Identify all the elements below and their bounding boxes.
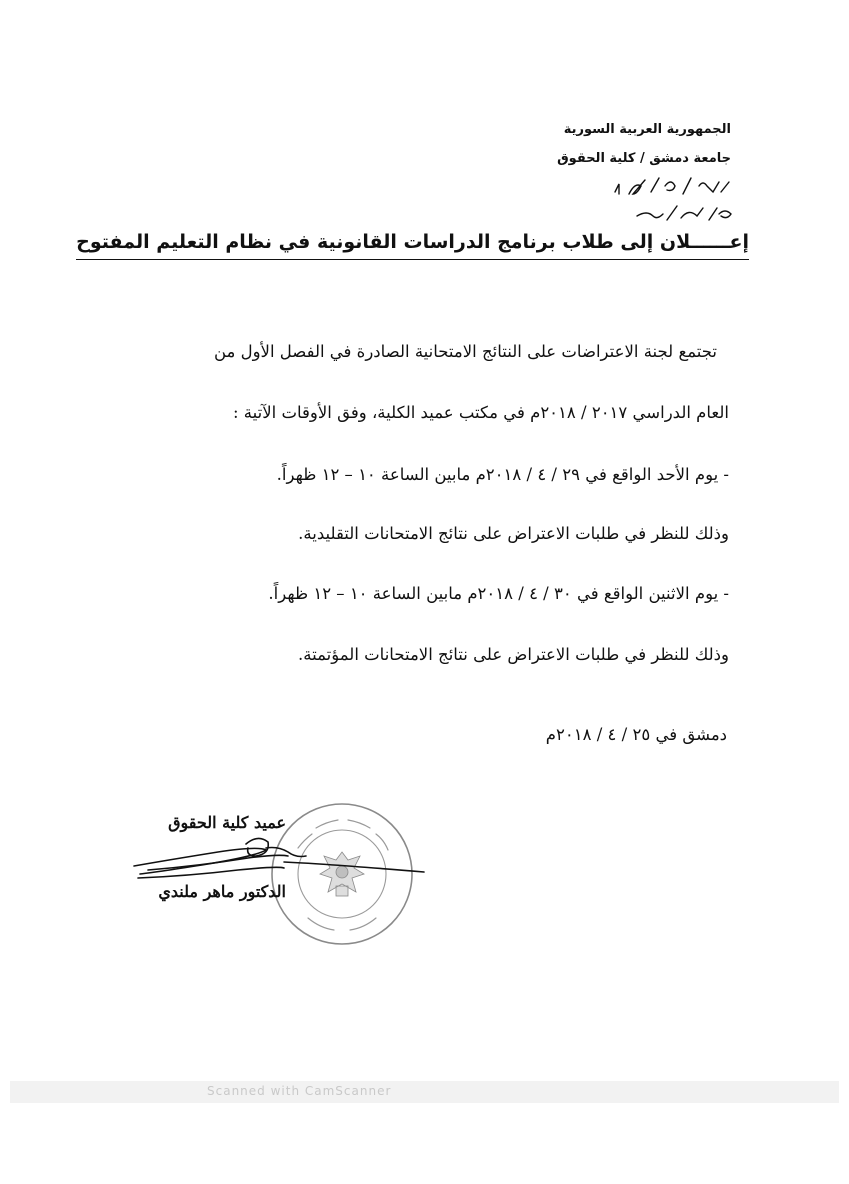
schedule-item-sunday: - يوم الأحد الواقع في ٢٩ / ٤ / ٢٠١٨م مابين الساعة ١٠ – ١٢ ظهراً. (276, 465, 729, 484)
date-line: دمشق في ٢٥ / ٤ / ٢٠١٨م (545, 725, 727, 744)
body-paragraph-1: تجتمع لجنة الاعتراضات على النتائج الامتحانية الصادرة في الفصل الأول من (213, 342, 717, 361)
body-paragraph-2: العام الدراسي ٢٠١٧ / ٢٠١٨م في مكتب عميد الكلية، وفق الأوقات الآتية : (233, 403, 729, 422)
scanner-watermark: Scanned with CamScanner (207, 1084, 392, 1098)
header-university: جامعة دمشق / كلية الحقوق (557, 151, 731, 166)
signatory-title: عميد كلية الحقوق (168, 813, 286, 832)
scan-footer-band (0, 1062, 849, 1122)
handwritten-reference-number (607, 172, 737, 230)
signatory-name: الدكتور ماهر ملندي (158, 882, 286, 901)
schedule-note-automated: وذلك للنظر في طلبات الاعتراض على نتائج الامتحانات المؤتمتة. (298, 645, 729, 664)
schedule-note-traditional: وذلك للنظر في طلبات الاعتراض على نتائج الامتحانات التقليدية. (298, 524, 729, 543)
handwritten-signature (128, 826, 428, 890)
announcement-title: إعــــــلان إلى طلاب برنامج الدراسات القانونية في نظام التعليم المفتوح (76, 231, 749, 260)
header-country: الجمهورية العربية السورية (563, 122, 731, 137)
schedule-item-monday: - يوم الاثنين الواقع في ٣٠ / ٤ / ٢٠١٨م مابين الساعة ١٠ – ١٢ ظهراً. (268, 584, 729, 603)
